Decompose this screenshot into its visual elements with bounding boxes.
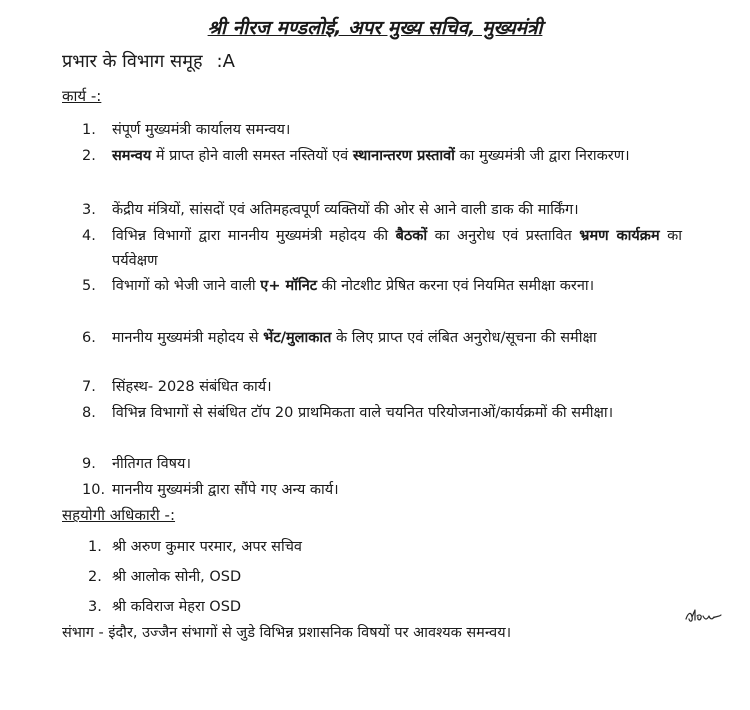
task-number: 9. [82,456,96,472]
task-text-segment: संपूर्ण मुख्यमंत्री कार्यालय समन्वय। [112,122,291,138]
task-text-segment: का मुख्यमंत्री जी द्वारा निराकरण। [454,148,630,164]
officer-name: श्री कविराज मेहरा OSD [112,599,242,615]
task-number: 5. [82,278,96,294]
officer-item [88,536,302,558]
task-text-segment: का पर्यवेक्षण [112,228,682,269]
task-number: 3. [82,202,96,218]
handwritten-signature-icon [683,604,727,628]
task-text-bold: समन्वय [112,148,152,164]
officer-number: 3. [88,599,102,615]
officers-heading: सहयोगी अधिकारी -: [62,506,176,524]
division-note: संभाग - इंदौर, उज्जैन संभागों से जुडे विभिन्न प्रशासनिक विषयों पर आवश्यक समन्वय। [62,625,512,641]
task-text-segment: विभिन्न विभागों द्वारा माननीय मुख्यमंत्री महोदय की [112,228,396,244]
task-text [112,326,682,351]
officer-item [88,566,241,588]
task-text-segment: माननीय मुख्यमंत्री महोदय से [112,330,264,346]
department-group-line [62,50,235,74]
task-number: 2. [82,148,96,164]
task-item [82,144,682,169]
task-text [112,274,682,299]
task-text [112,375,682,400]
department-group-label: प्रभार के विभाग समूह [62,51,203,72]
task-text-segment: में प्राप्त होने वाली समस्त नस्तियों एवं [151,148,353,164]
task-text [112,452,682,477]
task-text-segment: केंद्रीय मंत्रियों, सांसदों एवं अतिमहत्वपूर्ण व्यक्तियों की ओर से आने वाली डाक की मार्किंग। [112,202,579,218]
department-group-value: :A [216,51,235,72]
task-item [82,224,682,274]
task-text-segment: माननीय मुख्यमंत्री द्वारा सौंपे गए अन्य कार्य। [112,482,339,498]
task-item [82,452,682,477]
task-text-bold: ए+ मॉनिट [260,278,318,294]
task-text [112,401,682,426]
task-number: 4. [82,228,96,244]
task-text-segment: विभिन्न विभागों से संबंधित टॉप 20 प्राथमिकता वाले चयनित परियोजनाओं/कार्यक्रमों की समीक्षा। [112,405,614,421]
task-text [112,144,682,169]
task-item [82,274,682,299]
task-number: 1. [82,122,96,138]
task-text-segment: सिंहस्थ- 2028 संबंधित कार्य। [112,379,272,395]
task-item [82,326,682,351]
task-item [82,478,682,503]
task-text-segment: नीतिगत विषय। [112,456,191,472]
task-item [82,198,682,223]
task-text-bold: स्थानान्तरण प्रस्तावों [352,148,455,164]
document-title: श्री नीरज मण्डलोई, अपर मुख्य सचिव, मुख्यमंत्री [207,17,543,39]
officer-number: 1. [88,539,102,555]
task-number: 8. [82,405,96,421]
task-text [112,118,682,143]
tasks-heading: कार्य -: [62,87,102,105]
task-text-segment: की नोटशीट प्रेषित करना एवं नियमित समीक्षा करना। [317,278,595,294]
task-text [112,478,682,503]
task-text [112,224,682,274]
task-number: 10. [82,482,106,498]
task-number: 6. [82,330,96,346]
task-text-bold: भ्रमण कार्यक्रम [579,228,660,244]
task-text [112,198,682,223]
task-number: 7. [82,379,96,395]
task-item [82,118,682,143]
officer-item [88,596,241,618]
task-item [82,401,682,426]
officer-number: 2. [88,569,102,585]
task-text-segment: का अनुरोध एवं प्रस्तावित [427,228,580,244]
task-text-segment: विभागों को भेजी जाने वाली [112,278,261,294]
task-item [82,375,682,400]
task-text-segment: के लिए प्राप्त एवं लंबित अनुरोध/सूचना की समीक्षा [331,330,597,346]
officer-name: श्री आलोक सोनी, OSD [112,569,242,585]
task-text-bold: बैठकों [395,228,428,244]
task-text-bold: भेंट/मुलाकात [263,330,332,346]
officer-name: श्री अरुण कुमार परमार, अपर सचिव [112,539,302,555]
